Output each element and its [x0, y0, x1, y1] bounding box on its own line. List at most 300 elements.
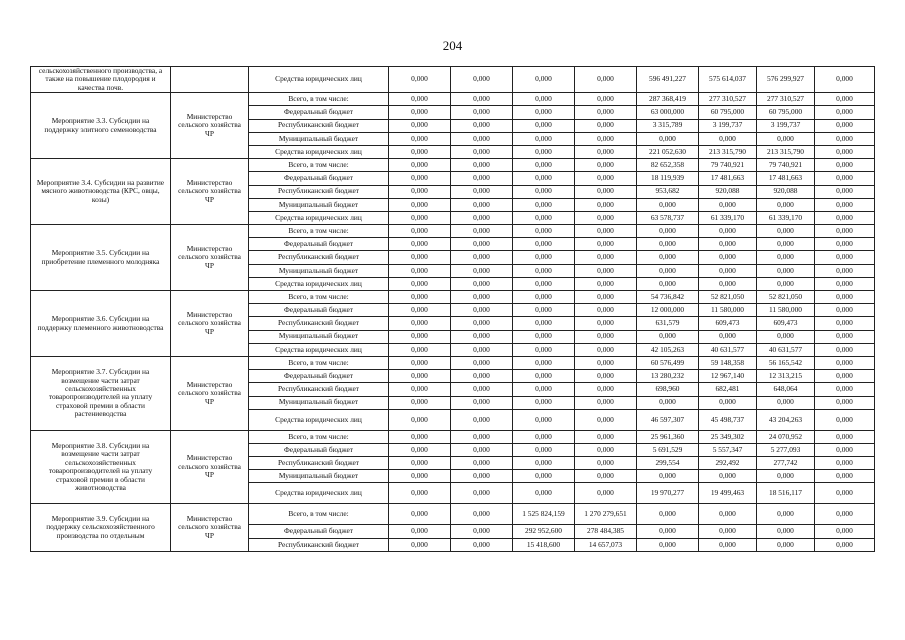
amount-cell: 0,000 [637, 330, 699, 343]
amount-cell: 0,000 [389, 145, 451, 158]
amount-cell: 0,000 [451, 251, 513, 264]
amount-cell: 277,742 [757, 457, 815, 470]
amount-cell: 0,000 [575, 457, 637, 470]
amount-cell: 24 070,952 [757, 430, 815, 443]
amount-cell: 0,000 [575, 185, 637, 198]
funding-source: Муниципальный бюджет [249, 198, 389, 211]
responsible-ministry: Министерство сельского хозяйства ЧР [171, 504, 249, 551]
amount-cell: 0,000 [637, 225, 699, 238]
amount-cell: 0,000 [637, 251, 699, 264]
amount-cell: 0,000 [815, 225, 875, 238]
amount-cell: 0,000 [815, 504, 875, 525]
amount-cell: 56 165,542 [757, 356, 815, 369]
amount-cell: 0,000 [389, 370, 451, 383]
amount-cell: 0,000 [451, 264, 513, 277]
measure-name: Мероприятие 3.3. Субсидии на поддержку элитного семеноводства [31, 93, 171, 159]
amount-cell: 0,000 [575, 317, 637, 330]
table-row [31, 291, 875, 304]
amount-cell: 12 000,000 [637, 304, 699, 317]
amount-cell: 46 597,307 [637, 409, 699, 430]
amount-cell: 59 148,358 [699, 356, 757, 369]
amount-cell: 0,000 [575, 119, 637, 132]
amount-cell: 0,000 [451, 383, 513, 396]
funding-source: Федеральный бюджет [249, 238, 389, 251]
amount-cell: 576 299,927 [757, 67, 815, 93]
amount-cell: 0,000 [389, 172, 451, 185]
amount-cell: 920,088 [757, 185, 815, 198]
amount-cell: 0,000 [389, 317, 451, 330]
amount-cell: 0,000 [575, 211, 637, 224]
funding-source: Республиканский бюджет [249, 119, 389, 132]
amount-cell: 277 310,527 [757, 93, 815, 106]
amount-cell: 0,000 [815, 172, 875, 185]
amount-cell: 0,000 [451, 538, 513, 551]
amount-cell: 60 795,000 [699, 106, 757, 119]
amount-cell: 0,000 [815, 430, 875, 443]
amount-cell: 596 491,227 [637, 67, 699, 93]
measure-name: Мероприятие 3.6. Субсидии на поддержку племенного животноводства [31, 291, 171, 357]
amount-cell: 0,000 [513, 330, 575, 343]
funding-source: Всего, в том числе: [249, 159, 389, 172]
amount-cell: 0,000 [513, 291, 575, 304]
amount-cell: 0,000 [699, 470, 757, 483]
amount-cell: 0,000 [699, 198, 757, 211]
amount-cell: 52 821,050 [699, 291, 757, 304]
measure-name: Мероприятие 3.7. Субсидии на возмещение части затрат сельскохозяйственных товаропроизводителей на уплату страховой премии в области растениеводства [31, 356, 171, 430]
amount-cell: 0,000 [699, 264, 757, 277]
amount-cell: 0,000 [815, 457, 875, 470]
amount-cell: 3 199,737 [757, 119, 815, 132]
amount-cell: 0,000 [637, 396, 699, 409]
responsible-ministry: Министерство сельского хозяйства ЧР [171, 159, 249, 225]
amount-cell: 0,000 [757, 396, 815, 409]
amount-cell: 0,000 [451, 119, 513, 132]
measure-name: Мероприятие 3.8. Субсидии на возмещение части затрат сельскохозяйственных товаропроизводителей на уплату страховой премии в области животноводства [31, 430, 171, 504]
amount-cell: 0,000 [451, 225, 513, 238]
amount-cell: 1 525 824,159 [513, 504, 575, 525]
amount-cell: 0,000 [513, 383, 575, 396]
amount-cell: 0,000 [575, 470, 637, 483]
funding-source: Федеральный бюджет [249, 370, 389, 383]
amount-cell: 0,000 [513, 93, 575, 106]
funding-source: Республиканский бюджет [249, 457, 389, 470]
amount-cell: 0,000 [513, 264, 575, 277]
amount-cell: 299,554 [637, 457, 699, 470]
amount-cell: 0,000 [575, 409, 637, 430]
amount-cell: 0,000 [575, 277, 637, 290]
amount-cell: 292,492 [699, 457, 757, 470]
amount-cell: 0,000 [389, 356, 451, 369]
amount-cell: 12 313,215 [757, 370, 815, 383]
amount-cell: 0,000 [699, 525, 757, 538]
amount-cell: 0,000 [637, 132, 699, 145]
funding-source: Средства юридических лиц [249, 343, 389, 356]
amount-cell: 278 484,385 [575, 525, 637, 538]
amount-cell: 0,000 [757, 225, 815, 238]
funding-source: Средства юридических лиц [249, 67, 389, 93]
amount-cell: 0,000 [513, 396, 575, 409]
amount-cell: 0,000 [575, 396, 637, 409]
amount-cell: 0,000 [451, 470, 513, 483]
amount-cell: 15 418,600 [513, 538, 575, 551]
amount-cell: 0,000 [389, 291, 451, 304]
amount-cell: 0,000 [699, 396, 757, 409]
amount-cell: 61 339,170 [757, 211, 815, 224]
table-row [31, 159, 875, 172]
funding-source: Республиканский бюджет [249, 251, 389, 264]
amount-cell: 0,000 [575, 238, 637, 251]
amount-cell: 0,000 [815, 483, 875, 504]
amount-cell: 0,000 [575, 443, 637, 456]
amount-cell: 79 740,921 [757, 159, 815, 172]
amount-cell: 0,000 [815, 343, 875, 356]
amount-cell: 0,000 [757, 132, 815, 145]
amount-cell: 0,000 [513, 67, 575, 93]
amount-cell: 0,000 [699, 238, 757, 251]
amount-cell: 609,473 [699, 317, 757, 330]
amount-cell: 0,000 [575, 225, 637, 238]
budget-table [30, 66, 875, 552]
amount-cell: 277 310,527 [699, 93, 757, 106]
amount-cell: 0,000 [815, 470, 875, 483]
responsible-ministry: Министерство сельского хозяйства ЧР [171, 356, 249, 430]
amount-cell: 0,000 [575, 106, 637, 119]
amount-cell: 292 952,600 [513, 525, 575, 538]
amount-cell: 0,000 [513, 238, 575, 251]
amount-cell: 45 498,737 [699, 409, 757, 430]
amount-cell: 0,000 [513, 225, 575, 238]
amount-cell: 0,000 [757, 277, 815, 290]
amount-cell: 648,064 [757, 383, 815, 396]
amount-cell: 0,000 [699, 225, 757, 238]
amount-cell: 0,000 [757, 238, 815, 251]
amount-cell: 0,000 [513, 198, 575, 211]
amount-cell: 0,000 [513, 159, 575, 172]
amount-cell: 0,000 [389, 383, 451, 396]
amount-cell: 0,000 [451, 525, 513, 538]
amount-cell: 0,000 [815, 119, 875, 132]
funding-source: Республиканский бюджет [249, 317, 389, 330]
amount-cell: 40 631,577 [699, 343, 757, 356]
amount-cell: 0,000 [451, 504, 513, 525]
amount-cell: 953,682 [637, 185, 699, 198]
amount-cell: 0,000 [513, 211, 575, 224]
amount-cell: 213 315,790 [699, 145, 757, 158]
amount-cell: 0,000 [815, 396, 875, 409]
amount-cell: 0,000 [513, 409, 575, 430]
amount-cell: 18 516,117 [757, 483, 815, 504]
amount-cell: 0,000 [575, 343, 637, 356]
amount-cell: 82 652,358 [637, 159, 699, 172]
amount-cell: 0,000 [451, 457, 513, 470]
amount-cell: 0,000 [513, 343, 575, 356]
amount-cell: 54 736,842 [637, 291, 699, 304]
amount-cell: 0,000 [575, 67, 637, 93]
amount-cell: 0,000 [815, 330, 875, 343]
responsible-ministry: Министерство сельского хозяйства ЧР [171, 291, 249, 357]
amount-cell: 0,000 [513, 145, 575, 158]
amount-cell: 0,000 [389, 304, 451, 317]
amount-cell: 0,000 [389, 264, 451, 277]
amount-cell: 0,000 [451, 172, 513, 185]
amount-cell: 0,000 [757, 264, 815, 277]
amount-cell: 0,000 [815, 93, 875, 106]
amount-cell: 0,000 [699, 538, 757, 551]
amount-cell: 0,000 [451, 93, 513, 106]
amount-cell: 60 795,000 [757, 106, 815, 119]
amount-cell: 0,000 [815, 304, 875, 317]
amount-cell: 0,000 [815, 525, 875, 538]
amount-cell: 0,000 [389, 93, 451, 106]
amount-cell: 0,000 [575, 159, 637, 172]
amount-cell: 0,000 [451, 198, 513, 211]
amount-cell: 0,000 [451, 409, 513, 430]
funding-source: Всего, в том числе: [249, 291, 389, 304]
table-row [31, 430, 875, 443]
amount-cell: 0,000 [757, 525, 815, 538]
amount-cell: 0,000 [575, 172, 637, 185]
responsible-ministry [171, 67, 249, 93]
amount-cell: 0,000 [389, 106, 451, 119]
amount-cell: 682,481 [699, 383, 757, 396]
amount-cell: 52 821,050 [757, 291, 815, 304]
funding-source: Федеральный бюджет [249, 304, 389, 317]
amount-cell: 13 280,232 [637, 370, 699, 383]
amount-cell: 0,000 [513, 443, 575, 456]
amount-cell: 11 580,000 [699, 304, 757, 317]
responsible-ministry: Министерство сельского хозяйства ЧР [171, 93, 249, 159]
funding-source: Республиканский бюджет [249, 383, 389, 396]
amount-cell: 0,000 [389, 238, 451, 251]
funding-source: Муниципальный бюджет [249, 396, 389, 409]
amount-cell: 0,000 [389, 409, 451, 430]
amount-cell: 0,000 [699, 251, 757, 264]
measure-name: сельскохозяйственного производства, а также на повышение плодородия и качества почв. [31, 67, 171, 93]
amount-cell: 18 119,939 [637, 172, 699, 185]
amount-cell: 0,000 [699, 277, 757, 290]
amount-cell: 0,000 [815, 145, 875, 158]
amount-cell: 0,000 [451, 330, 513, 343]
amount-cell: 0,000 [389, 277, 451, 290]
page-number: 204 [442, 38, 463, 53]
amount-cell: 0,000 [513, 457, 575, 470]
amount-cell: 0,000 [575, 430, 637, 443]
amount-cell: 0,000 [575, 291, 637, 304]
amount-cell: 3 199,737 [699, 119, 757, 132]
amount-cell: 0,000 [451, 430, 513, 443]
funding-source: Всего, в том числе: [249, 356, 389, 369]
amount-cell: 17 481,663 [699, 172, 757, 185]
amount-cell: 0,000 [513, 304, 575, 317]
table-row [31, 225, 875, 238]
amount-cell: 0,000 [815, 538, 875, 551]
amount-cell: 0,000 [637, 525, 699, 538]
amount-cell: 0,000 [815, 198, 875, 211]
table-row [31, 356, 875, 369]
amount-cell: 61 339,170 [699, 211, 757, 224]
amount-cell: 0,000 [513, 185, 575, 198]
amount-cell: 0,000 [815, 211, 875, 224]
amount-cell: 11 580,000 [757, 304, 815, 317]
measure-name: Мероприятие 3.4. Субсидии на развитие мясного животноводства (КРС, овцы, козы) [31, 159, 171, 225]
amount-cell: 0,000 [389, 225, 451, 238]
amount-cell: 0,000 [451, 185, 513, 198]
amount-cell: 0,000 [389, 132, 451, 145]
amount-cell: 25 961,360 [637, 430, 699, 443]
amount-cell: 0,000 [637, 238, 699, 251]
amount-cell: 287 368,419 [637, 93, 699, 106]
amount-cell: 0,000 [575, 93, 637, 106]
amount-cell: 79 740,921 [699, 159, 757, 172]
amount-cell: 0,000 [513, 172, 575, 185]
amount-cell: 17 481,663 [757, 172, 815, 185]
amount-cell: 0,000 [513, 132, 575, 145]
amount-cell: 0,000 [575, 304, 637, 317]
amount-cell: 0,000 [815, 383, 875, 396]
amount-cell: 0,000 [451, 396, 513, 409]
amount-cell: 0,000 [815, 356, 875, 369]
amount-cell: 0,000 [389, 443, 451, 456]
funding-source: Средства юридических лиц [249, 483, 389, 504]
amount-cell: 0,000 [815, 291, 875, 304]
amount-cell: 609,473 [757, 317, 815, 330]
funding-source: Республиканский бюджет [249, 538, 389, 551]
amount-cell: 0,000 [757, 538, 815, 551]
amount-cell: 19 499,463 [699, 483, 757, 504]
amount-cell: 0,000 [451, 370, 513, 383]
amount-cell: 0,000 [389, 159, 451, 172]
amount-cell: 0,000 [451, 145, 513, 158]
amount-cell: 12 967,140 [699, 370, 757, 383]
funding-source: Всего, в том числе: [249, 504, 389, 525]
funding-source: Муниципальный бюджет [249, 470, 389, 483]
amount-cell: 0,000 [699, 132, 757, 145]
amount-cell: 0,000 [513, 483, 575, 504]
amount-cell: 0,000 [513, 277, 575, 290]
amount-cell: 920,088 [699, 185, 757, 198]
amount-cell: 0,000 [575, 264, 637, 277]
amount-cell: 0,000 [757, 198, 815, 211]
amount-cell: 0,000 [637, 264, 699, 277]
amount-cell: 0,000 [637, 470, 699, 483]
amount-cell: 0,000 [389, 343, 451, 356]
amount-cell: 0,000 [575, 145, 637, 158]
amount-cell: 0,000 [389, 457, 451, 470]
funding-source: Федеральный бюджет [249, 106, 389, 119]
amount-cell: 0,000 [389, 185, 451, 198]
amount-cell: 0,000 [637, 538, 699, 551]
funding-source: Муниципальный бюджет [249, 330, 389, 343]
amount-cell: 0,000 [575, 251, 637, 264]
amount-cell: 19 970,277 [637, 483, 699, 504]
amount-cell: 40 631,577 [757, 343, 815, 356]
funding-source: Федеральный бюджет [249, 443, 389, 456]
amount-cell: 0,000 [389, 330, 451, 343]
measure-name: Мероприятие 3.5. Субсидии на приобретение племенного молодняка [31, 225, 171, 291]
amount-cell: 0,000 [389, 119, 451, 132]
amount-cell: 0,000 [513, 370, 575, 383]
amount-cell: 0,000 [757, 504, 815, 525]
amount-cell: 0,000 [815, 67, 875, 93]
amount-cell: 0,000 [699, 330, 757, 343]
amount-cell: 0,000 [575, 198, 637, 211]
amount-cell: 0,000 [451, 132, 513, 145]
amount-cell: 0,000 [451, 356, 513, 369]
funding-source: Муниципальный бюджет [249, 132, 389, 145]
amount-cell: 0,000 [389, 211, 451, 224]
table-row [31, 504, 875, 525]
amount-cell: 0,000 [815, 370, 875, 383]
amount-cell: 0,000 [513, 470, 575, 483]
amount-cell: 42 105,263 [637, 343, 699, 356]
amount-cell: 0,000 [815, 409, 875, 430]
amount-cell: 0,000 [451, 277, 513, 290]
amount-cell: 0,000 [815, 132, 875, 145]
amount-cell: 0,000 [451, 317, 513, 330]
amount-cell: 5 691,529 [637, 443, 699, 456]
amount-cell: 0,000 [513, 251, 575, 264]
amount-cell: 0,000 [451, 343, 513, 356]
amount-cell: 0,000 [575, 356, 637, 369]
measure-name: Мероприятие 3.9. Субсидии на поддержку сельскохозяйственного производства по отдельным [31, 504, 171, 551]
amount-cell: 14 657,073 [575, 538, 637, 551]
amount-cell: 0,000 [389, 538, 451, 551]
amount-cell: 0,000 [513, 356, 575, 369]
amount-cell: 575 614,037 [699, 67, 757, 93]
amount-cell: 0,000 [575, 483, 637, 504]
amount-cell: 0,000 [637, 277, 699, 290]
amount-cell: 213 315,790 [757, 145, 815, 158]
amount-cell: 0,000 [815, 277, 875, 290]
amount-cell: 0,000 [815, 185, 875, 198]
amount-cell: 0,000 [757, 470, 815, 483]
amount-cell: 0,000 [513, 430, 575, 443]
amount-cell: 1 270 279,651 [575, 504, 637, 525]
amount-cell: 63 000,000 [637, 106, 699, 119]
amount-cell: 0,000 [815, 106, 875, 119]
funding-source: Всего, в том числе: [249, 430, 389, 443]
funding-source: Средства юридических лиц [249, 145, 389, 158]
amount-cell: 25 349,302 [699, 430, 757, 443]
amount-cell: 0,000 [389, 470, 451, 483]
funding-source: Всего, в том числе: [249, 93, 389, 106]
table-row [31, 67, 875, 93]
funding-source: Муниципальный бюджет [249, 264, 389, 277]
amount-cell: 0,000 [815, 317, 875, 330]
amount-cell: 0,000 [451, 238, 513, 251]
amount-cell: 0,000 [815, 238, 875, 251]
amount-cell: 0,000 [451, 443, 513, 456]
amount-cell: 0,000 [389, 483, 451, 504]
amount-cell: 0,000 [815, 264, 875, 277]
funding-source: Всего, в том числе: [249, 225, 389, 238]
funding-source: Федеральный бюджет [249, 525, 389, 538]
amount-cell: 0,000 [575, 383, 637, 396]
amount-cell: 5 557,347 [699, 443, 757, 456]
responsible-ministry: Министерство сельского хозяйства ЧР [171, 225, 249, 291]
amount-cell: 0,000 [451, 67, 513, 93]
funding-source: Средства юридических лиц [249, 211, 389, 224]
amount-cell: 0,000 [815, 251, 875, 264]
amount-cell: 0,000 [699, 504, 757, 525]
amount-cell: 698,960 [637, 383, 699, 396]
amount-cell: 0,000 [815, 159, 875, 172]
amount-cell: 0,000 [451, 159, 513, 172]
amount-cell: 0,000 [637, 504, 699, 525]
amount-cell: 0,000 [513, 119, 575, 132]
amount-cell: 0,000 [757, 330, 815, 343]
amount-cell: 0,000 [451, 211, 513, 224]
